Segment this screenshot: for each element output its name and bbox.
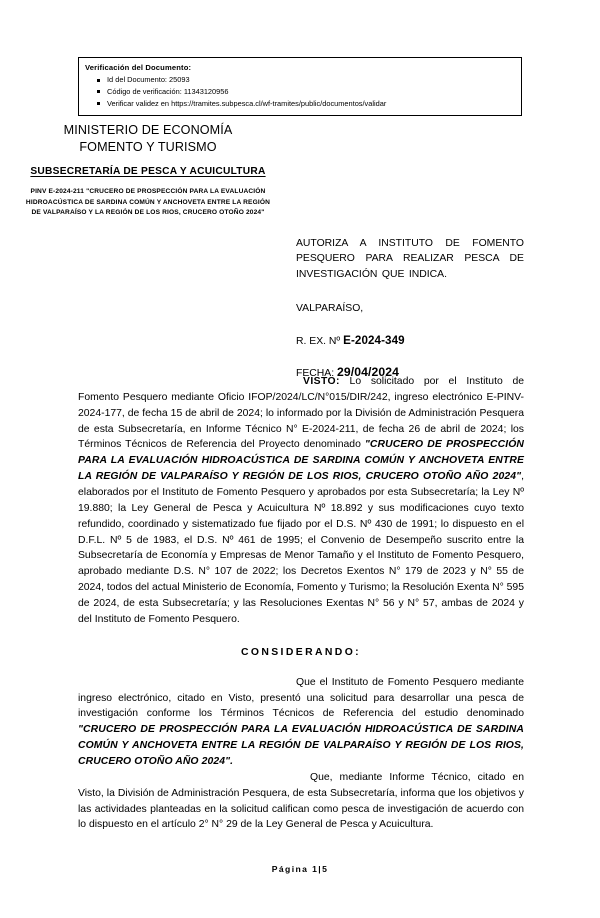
ministry-line-1: MINISTERIO DE ECONOMÍA: [63, 123, 233, 137]
verification-item-code: Código de verificación: 11343120956: [107, 86, 515, 98]
ministry-name: [22, 122, 274, 155]
visto-text-part-2: , elaborados por el Instituto de Fomento Pesquero y aprobados por esta Subsecretaría; la Ley Nº 19.880; la Ley General de Pesca y Acuicultura Nº 18.892 y sus modificaciones cuyo texto refundido, coordinado y sistematizado fue fijado por el D.S. Nº 430 de 1991; lo dispuesto en el D.F.L. Nº 5 de 1983, el D.S. Nº 461 de 1995; el Convenio de Desempeño suscrito entre la Subsecretaría de Economía y Empresas de Menor Tamaño y el Instituto de Fomento Pesquero, aprobado mediante D.S. N° 107 de 2022; los Decretos Exentos N° 179 de 2023 y N° 55 de 2024, todos del actual Ministerio de Economía, Fomento y Turismo; la Resolución Exenta N° 595 de 2024, de esta Subsecretaría; y las Resoluciones Exentas N° 56 y N° 57, ambas de 2024 y del Instituto de Fomento Pesquero.: [78, 471, 524, 625]
document-verification-box: [78, 57, 522, 116]
resolution-number-value: E-2024-349: [343, 334, 405, 348]
paragraph-visto: [78, 374, 524, 628]
page-footer: Página 1|5: [271, 864, 329, 874]
resolution-subject: AUTORIZA A INSTITUTO DE FOMENTO PESQUERO PARA REALIZAR PESCA DE INVESTIGACIÓN QUE INDICA.: [296, 238, 524, 280]
verification-item-document-id: Id del Documento: 25093: [107, 74, 515, 86]
resolution-number-label: R. EX. Nº: [296, 336, 344, 348]
resolution-number-line: [296, 333, 524, 350]
considerando-1-text: Que el Instituto de Fomento Pesquero mediante ingreso electrónico, citado en Visto, presentó una solicitud para desarrollar una pesca de investigación conforme los Términos Técnicos de Referencia del estudio denominado: [78, 676, 524, 720]
paragraph-considerando-2: Que, mediante Informe Técnico, citado en Visto, la División de Administración Pesquera, de esta Subsecretaría, informa que los objetivos y las actividades planteadas en la solicitud califican como pesca de investigación de acuerdo con lo dispuesto en el artículo 2° N° 29 de la Ley General de Pesca y Acuicultura.: [78, 771, 524, 831]
project-reference: PINV E-2024-211 "CRUCERO DE PROSPECCIÓN PARA LA EVALUACIÓN HIDROACÚSTICA DE SARDINA COMÚN Y ANCHOVETA ENTRE LA REGIÓN DE VALPARAÍSO Y LA REGIÓN DE LOS RIOS, CRUCERO OTOÑO 2024": [25, 188, 271, 217]
project-title-quote-visto: "CRUCERO DE PROSPECCIÓN PARA LA EVALUACIÓN HIDROACÚSTICA DE SARDINA COMÚN Y ANCHOVETA ENTRE LA REGIÓN DE VALPARAÍSO Y REGIÓN DE LOS RIOS, CRUCERO OTOÑO AÑO 2024": [78, 439, 524, 483]
verification-list: [85, 74, 515, 110]
considerando-heading: CONSIDERANDO:: [240, 646, 362, 658]
project-title-quote-considerando: "CRUCERO DE PROSPECCIÓN PARA LA EVALUACIÓN HIDROACÚSTICA DE SARDINA COMÚN Y ANCHOVETA ENTRE LA REGIÓN DE VALPARAÍSO Y REGIÓN DE LOS RIOS, CRUCERO OTOÑO AÑO 2024".: [78, 724, 524, 768]
document-body: [78, 374, 524, 833]
letterhead: [22, 122, 274, 219]
verification-title: Verificación del Documento:: [85, 63, 192, 72]
resolution-header: [296, 236, 524, 382]
verification-item-url: Verificar validez en https://tramites.subpesca.cl/wf-tramites/public/documentos/validar: [107, 98, 515, 110]
subsecretaria-name: SUBSECRETARÍA DE PESCA Y ACUICULTURA: [30, 166, 266, 178]
visto-text-part-1: Lo solicitado por el Instituto de Fomento Pesquero mediante Oficio IFOP/2024/LC/N°015/DIR/242, ingreso electrónico E-PINV-2024-177, de fecha 15 de abril de 2024; lo informado por la División de Administración Pesquera de esta Subsecretaría, en Informe Técnico N° E-2024-211, de fecha 26 de abril de 2024; los Términos Técnicos de Referencia del Proyecto denominado: [78, 376, 524, 451]
visto-label: VISTO:: [303, 376, 340, 387]
ministry-line-2: FOMENTO Y TURISMO: [79, 139, 217, 154]
resolution-date-label: FECHA:: [296, 368, 337, 380]
paragraph-considerando-1: [78, 675, 524, 770]
resolution-date-value: 29/04/2024: [337, 365, 399, 380]
resolution-city: VALPARAÍSO,: [296, 302, 364, 314]
